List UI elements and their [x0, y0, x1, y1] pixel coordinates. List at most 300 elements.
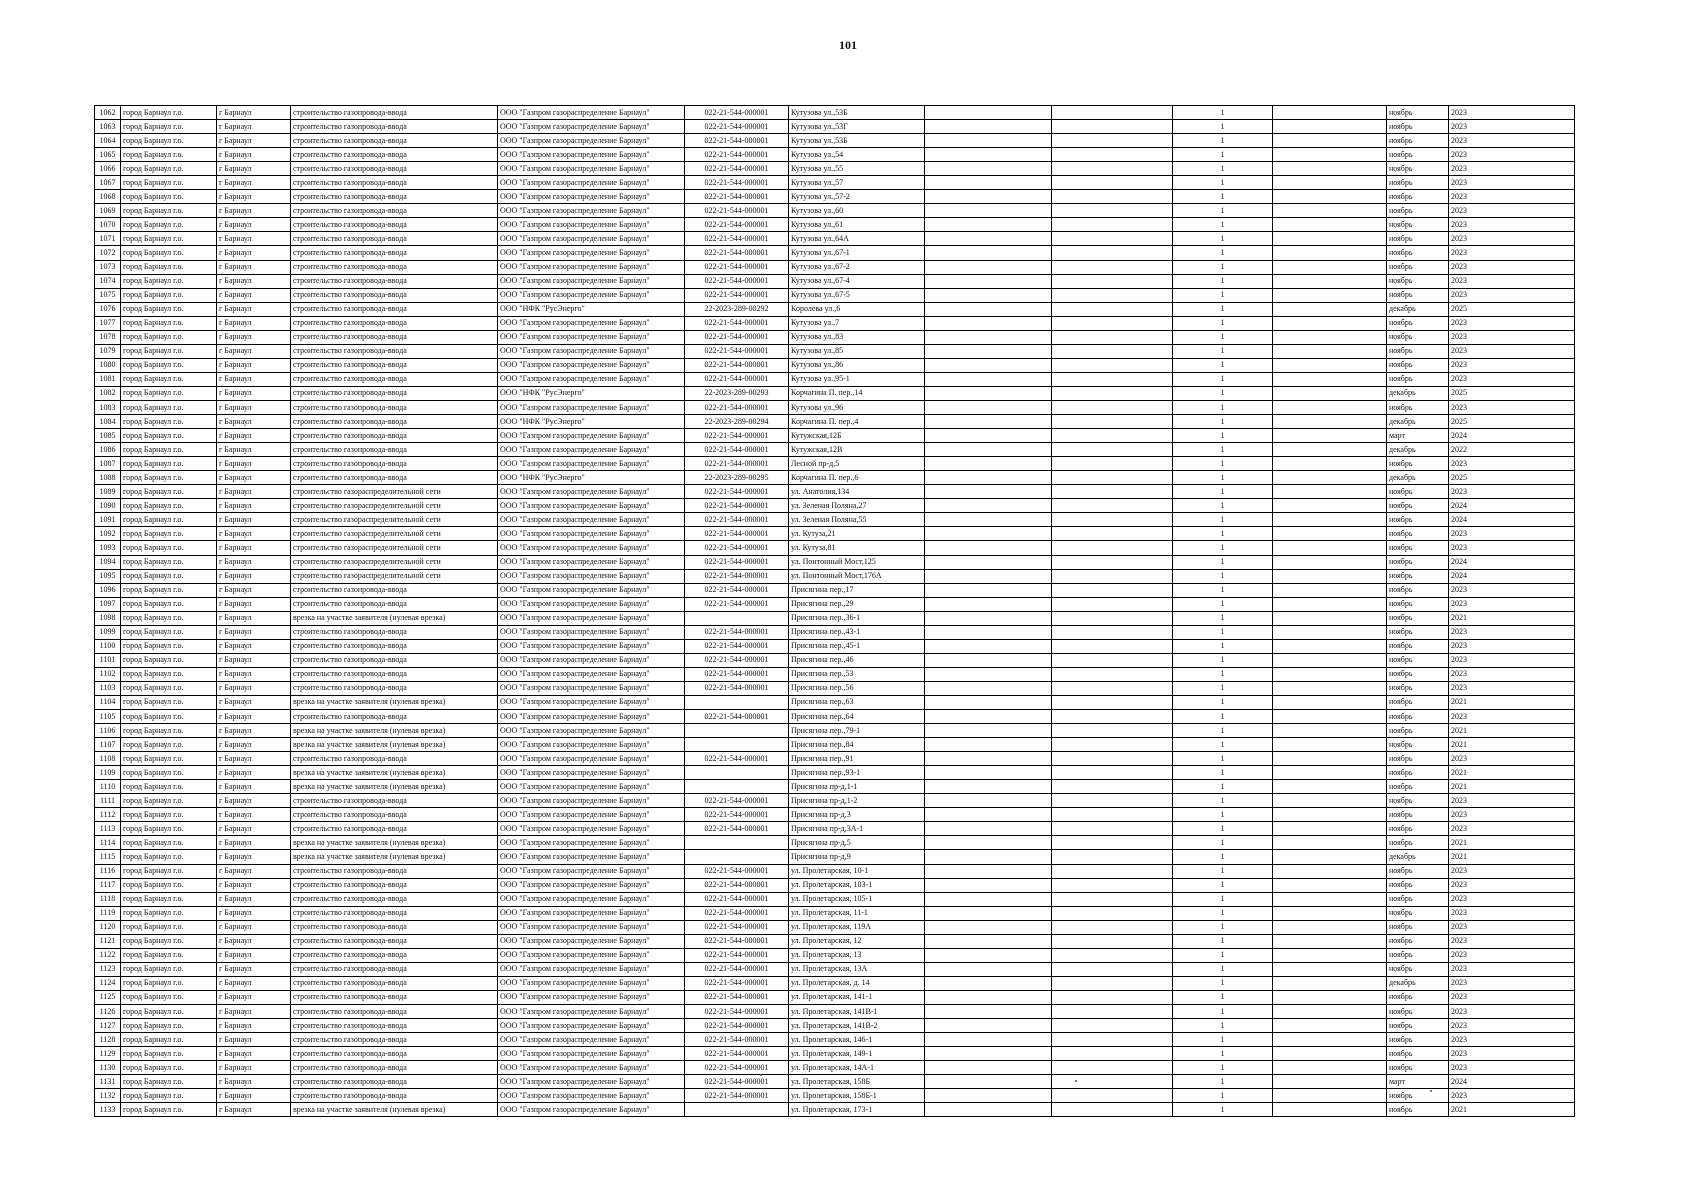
empty-cell: [1273, 400, 1387, 414]
year-cell: 2023: [1449, 794, 1575, 808]
work-type-cell: врезка на участке заявителя (нулевая врезка): [291, 780, 498, 794]
municipality-cell: город Барнаул г.о.: [121, 892, 217, 906]
count-cell: 1: [1173, 780, 1273, 794]
year-cell: 2023: [1449, 232, 1575, 246]
month-cell: ноябрь: [1387, 1103, 1449, 1117]
row-number: 1127: [95, 1019, 121, 1033]
count-cell: 1: [1173, 471, 1273, 485]
license-cell: 022-21-544-000001: [685, 232, 789, 246]
license-cell: 022-21-544-000001: [685, 372, 789, 386]
municipality-cell: город Барнаул г.о.: [121, 1103, 217, 1117]
address-cell: Кутузова ул.,95-1: [789, 372, 925, 386]
work-type-cell: строительство газопровода-ввода: [291, 667, 498, 681]
row-number: 1092: [95, 527, 121, 541]
page-number: 101: [839, 38, 857, 52]
count-cell: 1: [1173, 934, 1273, 948]
license-cell: 022-21-544-000001: [685, 134, 789, 148]
count-cell: 1: [1173, 864, 1273, 878]
empty-cell: [925, 1033, 1052, 1047]
row-number: 1108: [95, 752, 121, 766]
empty-cell: [1052, 232, 1173, 246]
row-number: 1094: [95, 555, 121, 569]
city-cell: г Барнаул: [217, 1089, 291, 1103]
empty-cell: [1273, 597, 1387, 611]
work-type-cell: строительство газораспределительной сети: [291, 569, 498, 583]
empty-cell: [1052, 695, 1173, 709]
address-cell: Присягина пер.,46: [789, 653, 925, 667]
empty-cell: [1052, 920, 1173, 934]
empty-cell: [1273, 850, 1387, 864]
address-cell: Кутужская,12Б: [789, 429, 925, 443]
table-row: [95, 555, 1575, 569]
license-cell: 022-21-544-000001: [685, 1075, 789, 1089]
month-cell: ноябрь: [1387, 710, 1449, 724]
address-cell: Присягина пер.,29: [789, 597, 925, 611]
empty-cell: [1052, 780, 1173, 794]
work-type-cell: строительство газораспределительной сети: [291, 499, 498, 513]
count-cell: 1: [1173, 1019, 1273, 1033]
empty-cell: [925, 850, 1052, 864]
license-cell: 022-21-544-000001: [685, 106, 789, 120]
table-row: [95, 948, 1575, 962]
municipality-cell: город Барнаул г.о.: [121, 218, 217, 232]
empty-cell: [1273, 639, 1387, 653]
city-cell: г Барнаул: [217, 400, 291, 414]
empty-cell: [1052, 485, 1173, 499]
empty-cell: [925, 316, 1052, 330]
work-type-cell: строительство газопровода-ввода: [291, 330, 498, 344]
row-number: 1126: [95, 1005, 121, 1019]
month-cell: ноябрь: [1387, 316, 1449, 330]
work-type-cell: строительство газопровода-ввода: [291, 878, 498, 892]
table-row: [95, 934, 1575, 948]
city-cell: г Барнаул: [217, 555, 291, 569]
empty-cell: [925, 120, 1052, 134]
month-cell: ноябрь: [1387, 457, 1449, 471]
month-cell: ноябрь: [1387, 794, 1449, 808]
owner-cell: ООО "Газпром газораспределение Барнаул": [498, 738, 685, 752]
count-cell: 1: [1173, 653, 1273, 667]
month-cell: ноябрь: [1387, 1089, 1449, 1103]
city-cell: г Барнаул: [217, 583, 291, 597]
empty-cell: [1273, 555, 1387, 569]
city-cell: г Барнаул: [217, 920, 291, 934]
owner-cell: ООО "Газпром газораспределение Барнаул": [498, 288, 685, 302]
row-number: 1099: [95, 625, 121, 639]
empty-cell: [1052, 541, 1173, 555]
table-row: [95, 766, 1575, 780]
work-type-cell: строительство газопровода-ввода: [291, 1075, 498, 1089]
work-type-cell: строительство газопровода-ввода: [291, 990, 498, 1004]
month-cell: ноябрь: [1387, 344, 1449, 358]
empty-cell: [1052, 190, 1173, 204]
address-cell: ул. Пролетарская, 11-1: [789, 906, 925, 920]
year-cell: 2023: [1449, 962, 1575, 976]
empty-cell: [1052, 527, 1173, 541]
city-cell: г Барнаул: [217, 162, 291, 176]
license-cell: 022-21-544-000001: [685, 990, 789, 1004]
empty-cell: [1273, 344, 1387, 358]
work-type-cell: строительство газораспределительной сети: [291, 485, 498, 499]
municipality-cell: город Барнаул г.о.: [121, 541, 217, 555]
municipality-cell: город Барнаул г.о.: [121, 695, 217, 709]
owner-cell: ООО "Газпром газораспределение Барнаул": [498, 990, 685, 1004]
year-cell: 2021: [1449, 836, 1575, 850]
empty-cell: [1052, 934, 1173, 948]
address-cell: Кутузова ул.,61: [789, 218, 925, 232]
municipality-cell: город Барнаул г.о.: [121, 555, 217, 569]
row-number: 1073: [95, 260, 121, 274]
year-cell: 2023: [1449, 948, 1575, 962]
empty-cell: [925, 176, 1052, 190]
year-cell: 2023: [1449, 808, 1575, 822]
address-cell: Присягина пр-д,5: [789, 836, 925, 850]
address-cell: ул. Зеленая Поляна,27: [789, 499, 925, 513]
empty-cell: [925, 415, 1052, 429]
empty-cell: [1273, 218, 1387, 232]
year-cell: 2024: [1449, 499, 1575, 513]
municipality-cell: город Барнаул г.о.: [121, 752, 217, 766]
license-cell: 022-21-544-000001: [685, 906, 789, 920]
count-cell: 1: [1173, 316, 1273, 330]
empty-cell: [1052, 836, 1173, 850]
owner-cell: ООО "Газпром газораспределение Барнаул": [498, 148, 685, 162]
empty-cell: [1273, 372, 1387, 386]
owner-cell: ООО "Газпром газораспределение Барнаул": [498, 134, 685, 148]
work-type-cell: строительство газопровода-ввода: [291, 625, 498, 639]
month-cell: ноябрь: [1387, 681, 1449, 695]
municipality-cell: город Барнаул г.о.: [121, 583, 217, 597]
count-cell: 1: [1173, 190, 1273, 204]
address-cell: ул. Кутуза,81: [789, 541, 925, 555]
empty-cell: [1273, 836, 1387, 850]
license-cell: 022-21-544-000001: [685, 569, 789, 583]
owner-cell: ООО "Газпром газораспределение Барнаул": [498, 246, 685, 260]
empty-cell: [925, 892, 1052, 906]
empty-cell: [925, 808, 1052, 822]
year-cell: 2023: [1449, 1019, 1575, 1033]
license-cell: 022-21-544-000001: [685, 288, 789, 302]
empty-cell: [1273, 766, 1387, 780]
municipality-cell: город Барнаул г.о.: [121, 232, 217, 246]
city-cell: г Барнаул: [217, 190, 291, 204]
license-cell: 22-2023-289-00295: [685, 471, 789, 485]
row-number: 1121: [95, 934, 121, 948]
work-type-cell: строительство газопровода-ввода: [291, 274, 498, 288]
table-row: [95, 372, 1575, 386]
empty-cell: [925, 878, 1052, 892]
row-number: 1069: [95, 204, 121, 218]
empty-cell: [1052, 724, 1173, 738]
empty-cell: [1052, 358, 1173, 372]
license-cell: 022-21-544-000001: [685, 1019, 789, 1033]
month-cell: ноябрь: [1387, 204, 1449, 218]
empty-cell: [1052, 1005, 1173, 1019]
city-cell: г Барнаул: [217, 906, 291, 920]
license-cell: 022-21-544-000001: [685, 513, 789, 527]
year-cell: 2024: [1449, 429, 1575, 443]
license-cell: 022-21-544-000001: [685, 316, 789, 330]
work-type-cell: врезка на участке заявителя (нулевая врезка): [291, 738, 498, 752]
owner-cell: ООО "Газпром газораспределение Барнаул": [498, 639, 685, 653]
owner-cell: ООО "Газпром газораспределение Барнаул": [498, 681, 685, 695]
empty-cell: [1052, 1075, 1173, 1089]
month-cell: ноябрь: [1387, 836, 1449, 850]
month-cell: ноябрь: [1387, 176, 1449, 190]
empty-cell: [1273, 934, 1387, 948]
owner-cell: ООО "Газпром газораспределение Барнаул": [498, 429, 685, 443]
city-cell: г Барнаул: [217, 260, 291, 274]
empty-cell: [1052, 274, 1173, 288]
work-type-cell: строительство газопровода-ввода: [291, 583, 498, 597]
city-cell: г Барнаул: [217, 1005, 291, 1019]
empty-cell: [925, 485, 1052, 499]
work-type-cell: строительство газопровода-ввода: [291, 934, 498, 948]
address-cell: ул. Пролетарская, 103-1: [789, 878, 925, 892]
count-cell: 1: [1173, 344, 1273, 358]
city-cell: г Барнаул: [217, 218, 291, 232]
count-cell: 1: [1173, 1047, 1273, 1061]
empty-cell: [1052, 710, 1173, 724]
empty-cell: [925, 218, 1052, 232]
city-cell: г Барнаул: [217, 1061, 291, 1075]
owner-cell: ООО "Газпром газораспределение Барнаул": [498, 274, 685, 288]
empty-cell: [925, 134, 1052, 148]
owner-cell: ООО "Газпром газораспределение Барнаул": [498, 794, 685, 808]
month-cell: ноябрь: [1387, 288, 1449, 302]
address-cell: ул. Пролетарская, 12: [789, 934, 925, 948]
row-number: 1079: [95, 344, 121, 358]
year-cell: 2023: [1449, 162, 1575, 176]
owner-cell: ООО "Газпром газораспределение Барнаул": [498, 120, 685, 134]
empty-cell: [1052, 134, 1173, 148]
address-cell: ул. Пролетарская, 141-1: [789, 990, 925, 1004]
count-cell: 1: [1173, 372, 1273, 386]
empty-cell: [1052, 990, 1173, 1004]
license-cell: 022-21-544-000001: [685, 120, 789, 134]
license-cell: 022-21-544-000001: [685, 457, 789, 471]
address-cell: Королева ул.,6: [789, 302, 925, 316]
count-cell: 1: [1173, 162, 1273, 176]
owner-cell: ООО "Газпром газораспределение Барнаул": [498, 190, 685, 204]
count-cell: 1: [1173, 948, 1273, 962]
row-number: 1120: [95, 920, 121, 934]
license-cell: 022-21-544-000001: [685, 639, 789, 653]
row-number: 1088: [95, 471, 121, 485]
count-cell: 1: [1173, 1103, 1273, 1117]
month-cell: декабрь: [1387, 443, 1449, 457]
owner-cell: ООО "Газпром газораспределение Барнаул": [498, 906, 685, 920]
row-number: 1106: [95, 724, 121, 738]
year-cell: 2023: [1449, 976, 1575, 990]
year-cell: 2023: [1449, 653, 1575, 667]
owner-cell: ООО "НФК "РусЭнерго": [498, 302, 685, 316]
month-cell: ноябрь: [1387, 499, 1449, 513]
city-cell: г Барнаул: [217, 710, 291, 724]
city-cell: г Барнаул: [217, 864, 291, 878]
empty-cell: [1052, 738, 1173, 752]
license-cell: [685, 766, 789, 780]
count-cell: 1: [1173, 794, 1273, 808]
city-cell: г Барнаул: [217, 681, 291, 695]
month-cell: ноябрь: [1387, 990, 1449, 1004]
empty-cell: [1052, 106, 1173, 120]
city-cell: г Барнаул: [217, 934, 291, 948]
table-row: [95, 976, 1575, 990]
owner-cell: ООО "НФК "РусЭнерго": [498, 386, 685, 400]
city-cell: г Барнаул: [217, 1103, 291, 1117]
month-cell: ноябрь: [1387, 625, 1449, 639]
year-cell: 2023: [1449, 639, 1575, 653]
month-cell: декабрь: [1387, 415, 1449, 429]
row-number: 1062: [95, 106, 121, 120]
count-cell: 1: [1173, 1075, 1273, 1089]
empty-cell: [925, 1019, 1052, 1033]
owner-cell: ООО "Газпром газораспределение Барнаул": [498, 176, 685, 190]
address-cell: Кутужская,12В: [789, 443, 925, 457]
municipality-cell: город Барнаул г.о.: [121, 471, 217, 485]
city-cell: г Барнаул: [217, 344, 291, 358]
table-row: [95, 499, 1575, 513]
empty-cell: [1273, 710, 1387, 724]
year-cell: 2025: [1449, 386, 1575, 400]
empty-cell: [925, 330, 1052, 344]
address-cell: ул. Кутуза,21: [789, 527, 925, 541]
empty-cell: [1052, 1019, 1173, 1033]
empty-cell: [1052, 597, 1173, 611]
empty-cell: [1052, 400, 1173, 414]
empty-cell: [1273, 246, 1387, 260]
empty-cell: [1273, 1089, 1387, 1103]
license-cell: 022-21-544-000001: [685, 878, 789, 892]
license-cell: 022-21-544-000001: [685, 1033, 789, 1047]
register-table: [94, 105, 1575, 1117]
month-cell: ноябрь: [1387, 780, 1449, 794]
empty-cell: [925, 1047, 1052, 1061]
table-row: [95, 836, 1575, 850]
row-number: 1083: [95, 400, 121, 414]
municipality-cell: город Барнаул г.о.: [121, 962, 217, 976]
municipality-cell: город Барнаул г.о.: [121, 948, 217, 962]
row-number: 1090: [95, 499, 121, 513]
empty-cell: [925, 499, 1052, 513]
work-type-cell: строительство газопровода-ввода: [291, 906, 498, 920]
work-type-cell: строительство газопровода-ввода: [291, 808, 498, 822]
year-cell: 2021: [1449, 695, 1575, 709]
license-cell: [685, 695, 789, 709]
empty-cell: [925, 962, 1052, 976]
empty-cell: [925, 611, 1052, 625]
table-row: [95, 134, 1575, 148]
empty-cell: [925, 1005, 1052, 1019]
city-cell: г Барнаул: [217, 625, 291, 639]
city-cell: г Барнаул: [217, 120, 291, 134]
count-cell: 1: [1173, 457, 1273, 471]
empty-cell: [925, 724, 1052, 738]
city-cell: г Барнаул: [217, 976, 291, 990]
municipality-cell: город Барнаул г.о.: [121, 836, 217, 850]
address-cell: Корчагина П. пер.,4: [789, 415, 925, 429]
table-row: [95, 274, 1575, 288]
address-cell: Присягина пер.,64: [789, 710, 925, 724]
year-cell: 2021: [1449, 780, 1575, 794]
row-number: 1132: [95, 1089, 121, 1103]
municipality-cell: город Барнаул г.о.: [121, 457, 217, 471]
work-type-cell: строительство газопровода-ввода: [291, 400, 498, 414]
month-cell: ноябрь: [1387, 190, 1449, 204]
year-cell: 2023: [1449, 176, 1575, 190]
work-type-cell: строительство газопровода-ввода: [291, 260, 498, 274]
license-cell: 022-21-544-000001: [685, 344, 789, 358]
table-row: [95, 513, 1575, 527]
empty-cell: [1052, 808, 1173, 822]
empty-cell: [925, 990, 1052, 1004]
license-cell: 022-21-544-000001: [685, 653, 789, 667]
row-number: 1104: [95, 695, 121, 709]
year-cell: 2023: [1449, 527, 1575, 541]
empty-cell: [1052, 372, 1173, 386]
year-cell: 2021: [1449, 766, 1575, 780]
municipality-cell: город Барнаул г.о.: [121, 934, 217, 948]
empty-cell: [925, 822, 1052, 836]
month-cell: ноябрь: [1387, 120, 1449, 134]
count-cell: 1: [1173, 260, 1273, 274]
empty-cell: [1052, 752, 1173, 766]
table-row: [95, 1075, 1575, 1089]
city-cell: г Барнаул: [217, 611, 291, 625]
count-cell: 1: [1173, 302, 1273, 316]
empty-cell: [925, 513, 1052, 527]
empty-cell: [1273, 962, 1387, 976]
empty-cell: [1273, 513, 1387, 527]
empty-cell: [925, 106, 1052, 120]
work-type-cell: строительство газопровода-ввода: [291, 962, 498, 976]
address-cell: Кутузова ул.,57: [789, 176, 925, 190]
empty-cell: [1273, 162, 1387, 176]
address-cell: Кутузова ул.,55: [789, 162, 925, 176]
table-row: [95, 780, 1575, 794]
table-row: [95, 120, 1575, 134]
empty-cell: [1052, 1061, 1173, 1075]
owner-cell: ООО "НФК "РусЭнерго": [498, 415, 685, 429]
owner-cell: ООО "Газпром газораспределение Барнаул": [498, 513, 685, 527]
address-cell: ул. Пролетарская, 13А: [789, 962, 925, 976]
empty-cell: [1273, 667, 1387, 681]
license-cell: 022-21-544-000001: [685, 260, 789, 274]
city-cell: г Барнаул: [217, 1047, 291, 1061]
month-cell: ноябрь: [1387, 541, 1449, 555]
empty-cell: [925, 780, 1052, 794]
address-cell: Кутузова ул.,60: [789, 204, 925, 218]
owner-cell: ООО "Газпром газораспределение Барнаул": [498, 962, 685, 976]
city-cell: г Барнаул: [217, 794, 291, 808]
owner-cell: ООО "Газпром газораспределение Барнаул": [498, 1061, 685, 1075]
row-number: 1122: [95, 948, 121, 962]
owner-cell: ООО "Газпром газораспределение Барнаул": [498, 400, 685, 414]
city-cell: г Барнаул: [217, 766, 291, 780]
license-cell: 22-2023-289-00292: [685, 302, 789, 316]
work-type-cell: строительство газораспределительной сети: [291, 555, 498, 569]
city-cell: г Барнаул: [217, 738, 291, 752]
row-number: 1109: [95, 766, 121, 780]
license-cell: 022-21-544-000001: [685, 1061, 789, 1075]
city-cell: г Барнаул: [217, 836, 291, 850]
table-row: [95, 148, 1575, 162]
address-cell: ул. Пролетарская, 158Б-1: [789, 1089, 925, 1103]
city-cell: г Барнаул: [217, 808, 291, 822]
row-number: 1067: [95, 176, 121, 190]
month-cell: ноябрь: [1387, 400, 1449, 414]
